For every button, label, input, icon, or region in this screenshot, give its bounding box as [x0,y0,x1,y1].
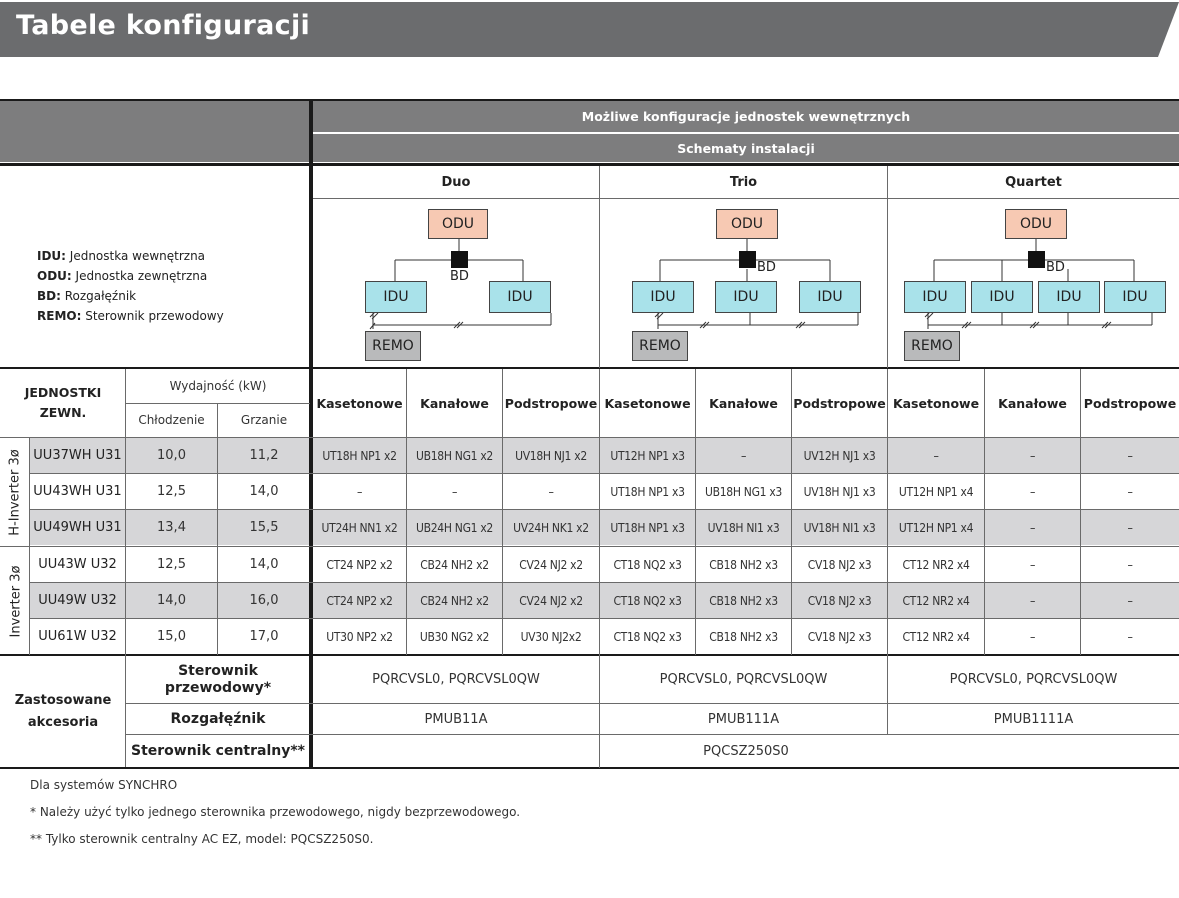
rows-bottom-border [0,654,1179,656]
header-separator [313,132,1179,134]
quartet-bd-square [1028,251,1045,268]
table-main-divider [309,100,313,768]
trio-bd-label: BD [757,260,776,275]
config-cell: CT24 NP2 x2 [326,557,393,572]
przewodowy-duo: PQRCVSL0, PQRCVSL0QW [372,672,540,687]
heating-cell: 17,0 [249,629,279,644]
system-quartet: Quartet [1005,174,1062,190]
diagram-bottom-border [0,367,1179,369]
col-divider-2 [502,369,503,655]
config-cell: – [1029,629,1036,644]
row-separator [29,509,1179,510]
config-cell: UT12H NP1 x4 [898,484,974,499]
system-duo: Duo [441,174,471,190]
trio-odu: ODU [716,209,778,239]
config-cell: UV18H NI1 x3 [792,510,887,545]
config-cell: CV18 NJ2 x3 [792,583,887,618]
cooling-cell: 12,5 [157,484,186,499]
config-cell: – [985,510,1080,545]
wydajnosc-bottom [125,403,310,404]
config-cell: CT24 NP2 x2 [313,583,406,618]
config-cell: CB24 NH2 x2 [420,557,489,572]
col-divider-4 [695,369,696,655]
page-title: Tabele konfiguracji [16,10,311,41]
header-jednostki: JEDNOSTKI ZEWN. [24,385,102,420]
config-cell: CB18 NH2 x3 [696,583,791,618]
config-cell: – [888,438,984,473]
header-bottom-border [0,163,1179,166]
accessories-label: Zastosowane akcesoria [14,693,112,730]
quartet-idu-3: IDU [1038,281,1100,313]
rozgaleznik-trio: PMUB111A [707,711,780,727]
heating-cell: 16,0 [218,583,310,618]
heating-cell: 15,5 [218,510,310,545]
centralny-value: PQCSZ250S0 [703,743,789,759]
quartet-odu: ODU [1005,209,1067,239]
config-cell: UV30 NJ2x2 [520,629,582,644]
config-cell: – [548,484,554,499]
legend-item-bd: BD: Rozgałęźnik [37,289,137,303]
system-trio: Trio [729,174,758,190]
config-cell: – [451,484,458,499]
config-cell: UB24H NG1 x2 [407,510,502,545]
col-divider-5 [791,369,792,655]
table-bottom-border [0,767,1179,769]
accessory-rozgaleznik: Rozgałęźnik [170,711,266,727]
rozgaleznik-quartet: PMUB1111A [993,711,1074,727]
config-cell: UT12H NP1 x3 [600,438,695,473]
row-separator [29,473,1179,474]
trio-idu-1: IDU [632,281,694,313]
footnote-2: * Należy użyć tylko jednego sterownika przewodowego, nigdy bezprzewodowego. [30,805,521,819]
duo-odu: ODU [428,209,488,239]
config-cell: – [1029,557,1036,572]
footnote-3: ** Tylko sterownik centralny AC EZ, model: PQCSZ250S0. [30,832,374,846]
row-separator [29,618,1179,619]
heating-cell: 14,0 [249,484,279,499]
unit-type-header: Kanałowe [709,395,778,411]
unit-type-header: Kasetonowe [316,395,403,411]
diagram-duo [313,199,599,367]
title-bar [0,2,1179,57]
unit-type-header: Kanałowe [998,395,1067,411]
unit-type-header: Podstropowe [793,395,886,411]
config-cell: – [1081,510,1179,545]
divider-trio-quartet-top [887,166,888,368]
header-blank [0,100,310,162]
duo-idu-2: IDU [489,281,551,313]
duo-remo: REMO [365,331,421,361]
config-cell: UB30 NG2 x2 [419,629,490,644]
config-cell: CB18 NH2 x3 [709,557,778,572]
cooling-cell: 12,5 [157,557,186,572]
config-cell: – [1029,484,1036,499]
config-cell: – [1127,484,1133,499]
config-cell: UV18H NJ1 x2 [503,438,599,473]
col-divider-8 [1080,369,1081,655]
quartet-bd-label: BD [1046,260,1065,275]
cooling-cell: 10,0 [126,438,217,473]
quartet-idu-1: IDU [904,281,966,313]
trio-idu-3: IDU [799,281,861,313]
col-divider-7 [984,369,985,655]
model-cell: UU37WH U31 [30,438,125,473]
config-cell: CT12 NR2 x4 [902,557,970,572]
footnote-1: Dla systemów SYNCHRO [30,778,178,792]
config-cell: UT18H NP1 x3 [610,484,685,499]
duo-idu-1: IDU [365,281,427,313]
config-cell: UB18H NG1 x2 [407,438,502,473]
config-cell: CV24 NJ2 x2 [519,557,583,572]
trio-bd-square [739,251,756,268]
config-cell: – [1127,629,1133,644]
trio-idu-2: IDU [715,281,777,313]
config-cell: – [696,438,791,473]
cooling-cell: 13,4 [126,510,217,545]
unit-type-header: Kasetonowe [892,395,980,411]
rozgaleznik-duo: PMUB11A [424,711,488,727]
accessory-sterownik-przewodowy: Sterownik przewodowy* [164,662,272,696]
duo-bd-square [451,251,468,268]
diagram-quartet [888,199,1179,367]
config-cell: UT12H NP1 x4 [888,510,984,545]
unit-type-header: Kanałowe [420,395,489,411]
row-separator [29,582,1179,583]
config-cell: CV18 NJ2 x3 [807,557,872,572]
acc-divider-2 [125,734,1179,735]
cooling-cell: 15,0 [157,629,186,644]
group-divider [0,546,1179,547]
config-cell: – [1081,438,1179,473]
config-cell: CT12 NR2 x4 [902,629,970,644]
quartet-remo: REMO [904,331,960,361]
unit-type-header: Kasetonowe [604,395,691,411]
header-chlodzenie: Chłodzenie [138,413,205,427]
legend-item-odu: ODU: Jednostka zewnętrzna [37,269,208,283]
config-cell: UT24H NN1 x2 [313,510,406,545]
config-cell: – [985,583,1080,618]
header-schematy: Schematy instalacji [313,134,1179,162]
config-cell: UB18H NG1 x3 [705,484,782,499]
diagram-trio [600,199,887,367]
col-divider-6 [887,369,888,735]
model-cell: UU49WH U31 [30,510,125,545]
model-cell: UU43WH U31 [33,484,122,499]
config-cell: – [356,484,363,499]
legend-item-idu: IDU: Jednostka wewnętrzna [37,249,206,263]
heating-cell: 14,0 [249,557,279,572]
config-cell: CV18 NJ2 x3 [807,629,872,644]
przewodowy-quartet: PQRCVSL0, PQRCVSL0QW [949,672,1118,687]
legend-item-remo: REMO: Sterownik przewodowy [37,309,224,323]
left-col-divider-1 [125,369,126,767]
col-divider-1 [406,369,407,655]
config-cell: UV12H NJ1 x3 [792,438,887,473]
config-cell: UT18H NP1 x2 [313,438,406,473]
divider-duo-trio-top [599,166,600,368]
config-cell: CT12 NR2 x4 [888,583,984,618]
table-top-border [0,99,1179,101]
config-cell: UT30 NP2 x2 [326,629,393,644]
config-cell: UV18H NI1 x3 [696,510,791,545]
system-names-bottom [313,198,1179,199]
trio-remo: REMO [632,331,688,361]
config-cell: CB18 NH2 x3 [709,629,778,644]
config-cell: UV24H NK1 x2 [503,510,599,545]
types-bottom [0,437,1179,438]
config-cell: CT18 NQ2 x3 [600,583,695,618]
group-h-inverter: H-Inverter 3ø [8,448,23,536]
acc-divider-1 [125,703,1179,704]
heating-cell: 11,2 [218,438,310,473]
config-cell: – [1081,583,1179,618]
group-inverter: Inverter 3ø [8,565,23,637]
config-cell: CT18 NQ2 x3 [613,557,682,572]
header-mozliwe: Możliwe konfiguracje jednostek wewnętrznych [313,100,1179,132]
header-wydajnosc: Wydajność (kW) [169,379,267,393]
cooling-cell: 14,0 [126,583,217,618]
unit-type-header: Podstropowe [504,395,598,411]
col-divider-3 [599,369,600,768]
config-cell: CB24 NH2 x2 [407,583,502,618]
quartet-idu-4: IDU [1104,281,1166,313]
duo-bd-label: BD [450,269,469,284]
model-cell: UU61W U32 [38,629,117,644]
header-grzanie: Grzanie [240,413,288,427]
model-cell: UU43W U32 [38,557,117,572]
config-cell: CV24 NJ2 x2 [503,583,599,618]
model-cell: UU49W U32 [30,583,125,618]
quartet-idu-2: IDU [971,281,1033,313]
config-cell: – [985,438,1080,473]
accessory-sterownik-centralny: Sterownik centralny** [130,743,305,759]
config-cell: – [1127,557,1133,572]
config-cell: UV18H NJ1 x3 [803,484,876,499]
przewodowy-trio: PQRCVSL0, PQRCVSL0QW [659,672,828,687]
unit-type-header: Podstropowe [1083,395,1177,411]
legend [37,246,224,326]
config-cell: UT18H NP1 x3 [600,510,695,545]
config-cell: CT18 NQ2 x3 [613,629,682,644]
